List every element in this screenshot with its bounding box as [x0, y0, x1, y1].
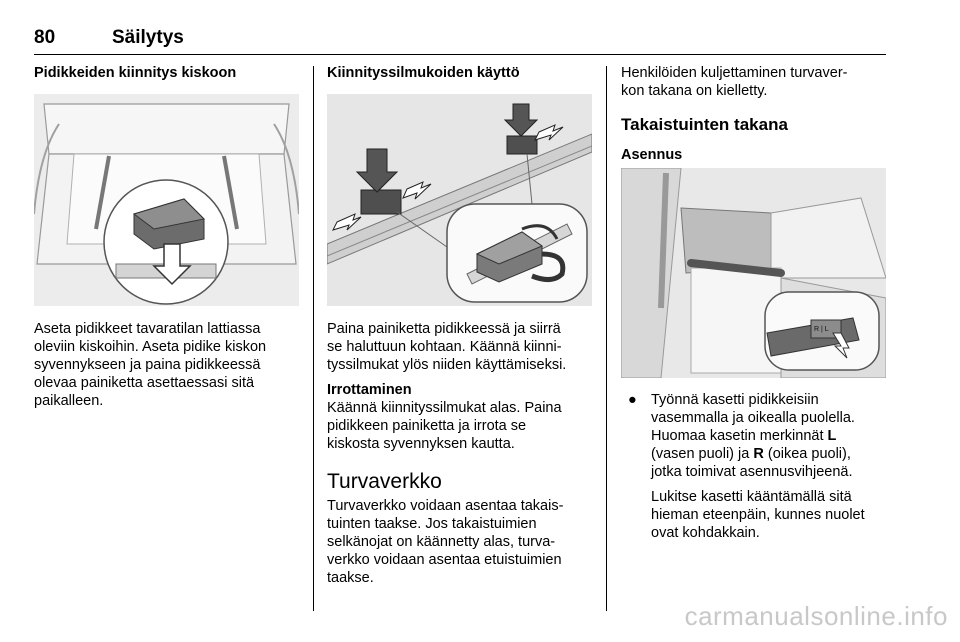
instruction-line: syvennykseen ja paina pidikkeessä [34, 357, 261, 373]
instruction-line: pidikkeen painiketta ja irrota se [327, 418, 527, 434]
instruction-line [651, 427, 891, 445]
column-divider [606, 66, 607, 611]
bullet-insert-cassette [651, 391, 891, 542]
instruction-line: oleviin kiskoihin. Aseta pidike kiskon [34, 339, 267, 355]
text-fragment: Huomaa kasetin merkinnät [651, 428, 824, 444]
instruction-line: hieman eteenpäin, kunnes nuolet [651, 507, 865, 523]
instruction-line: selkänojat on käännetty alas, turva- [327, 534, 556, 550]
instruction-line: Työnnä kasetti pidikkeisiin [651, 392, 819, 408]
intro-line: kon takana on kielletty. [621, 83, 768, 99]
column-3 [621, 64, 891, 164]
heading-rail-mounting: Pidikkeiden kiinnitys kiskoon [34, 65, 237, 81]
instruction-line: paikalleen. [34, 393, 104, 409]
text-fragment: (oikea puoli), [767, 446, 851, 462]
marking-l: L [827, 428, 837, 444]
intro-line: Henkilöiden kuljettaminen turvaver- [621, 65, 848, 81]
heading-lashing-eyes: Kiinnityssilmukoiden käyttö [327, 65, 520, 81]
instruction-line: jotka toimivat asennusvihjeenä. [651, 464, 853, 480]
subheading-removal: Irrottaminen [327, 382, 412, 398]
instruction-line: tyssilmukat ylös niiden käyttämiseksi. [327, 357, 567, 373]
instruction-line: Aseta pidikkeet tavaratilan lattiassa [34, 321, 261, 337]
bullet-marker: ● [628, 392, 637, 408]
column-divider [313, 66, 314, 611]
figure-lashing-eyes [327, 94, 592, 306]
figure-net-cassette [621, 168, 886, 378]
instruction-line: Turvaverkko voidaan asentaa takais- [327, 498, 564, 514]
instruction-line: kiskosta syvennyksen kautta. [327, 436, 515, 452]
instruction-line [651, 445, 891, 463]
cassette-marking: R | L [814, 326, 829, 333]
column-1-text [34, 320, 300, 410]
instruction-line: Lukitse kasetti kääntämällä sitä [651, 489, 852, 505]
instruction-line: Käännä kiinnityssilmukat alas. Paina [327, 400, 562, 416]
heading-safety-net: Turvaverkko [327, 470, 442, 493]
instruction-line: Paina painiketta pidikkeessä ja siirrä [327, 321, 561, 337]
page-header [34, 24, 886, 55]
section-title: Säilytys [112, 27, 184, 48]
instruction-line: se haluttuun kohtaan. Käännä kiinni- [327, 339, 562, 355]
instruction-line: ovat kohdakkain. [651, 525, 760, 541]
instruction-line: vasemmalla ja oikealla puolella. [651, 410, 855, 426]
column-2 [327, 64, 593, 82]
marking-r: R [753, 446, 764, 462]
subheading-installation: Asennus [621, 147, 683, 163]
page-number: 80 [34, 27, 56, 48]
column-2-text [327, 320, 597, 587]
instruction-line: verkko voidaan asentaa etuistuimien [327, 552, 562, 568]
instruction-line: olevaa painiketta asettaessasi sitä [34, 375, 255, 391]
text-fragment: (vasen puoli) ja [651, 446, 750, 462]
figure-cargo-rails [34, 94, 299, 306]
watermark: carmanualsonline.info [684, 601, 948, 631]
column-1 [34, 64, 300, 82]
heading-behind-rear-seats: Takaistuinten takana [621, 115, 788, 134]
instruction-line: taakse. [327, 570, 374, 586]
instruction-line: tuinten taakse. Jos takaistuimien [327, 516, 537, 532]
